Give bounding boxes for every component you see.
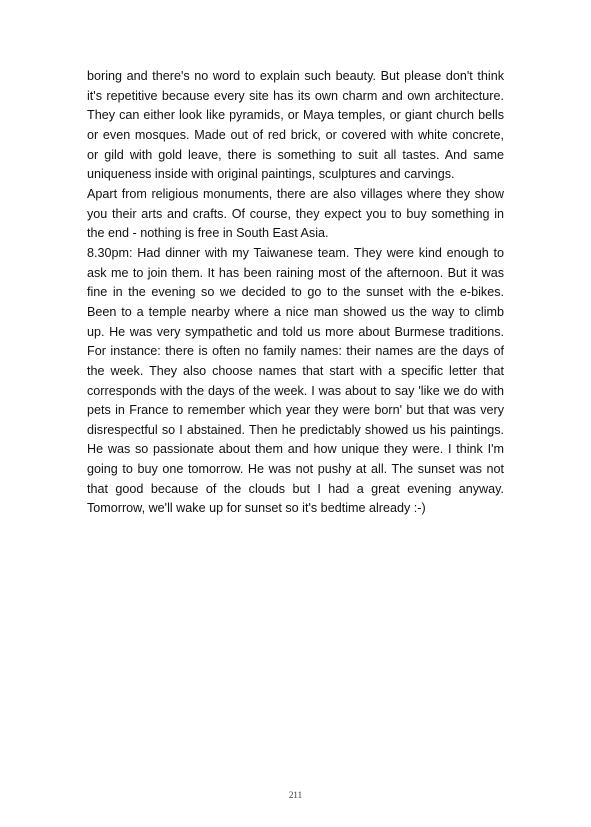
paragraph-villages: Apart from religious monuments, there are also villages where they show you their arts and crafts. Of course, they expect you to buy something in the end - nothing is free in South East Asia. — [87, 186, 504, 241]
paragraph-dinner-entry: 8.30pm: Had dinner with my Taiwanese team. They were kind enough to ask me to join them. It has been raining most of the afternoon. But it was fine in the evening so we decided to go to the sunset with the e-bikes. Been to a temple nearby where a nice man showed us the way to climb up. He was very sympathetic and told us more about Burmese traditions. For instance: there is often no family names: their names are the days of the week. They also choose names that start with a specific letter that corresponds with the days of the week. I was about to say 'like we do with pets in France to remember which year they were born' but that was very disrespectful so I abstained. Then he predictably showed us his paintings. He was so passionate about them and how unique they were. I think I'm going to buy one tomorrow. He was not pushy at all. The sunset was not that good because of the clouds but I had a great evening anyway. Tomorrow, we'll wake up for sunset so it's bedtime already :-) — [87, 245, 504, 516]
page-number: 211 — [288, 790, 303, 800]
paragraph-temples: boring and there's no word to explain such beauty. But please don't think it's repetitive because every site has its own charm and own architecture. They can either look like pyramids, or Maya temples, or giant church bells or even mosques. Made out of red brick, or covered with white concrete, or gild with gold leave, there is something to suit all tastes. And same uniqueness inside with original paintings, sculptures and carvings. — [87, 69, 504, 182]
body-text — [87, 67, 504, 519]
